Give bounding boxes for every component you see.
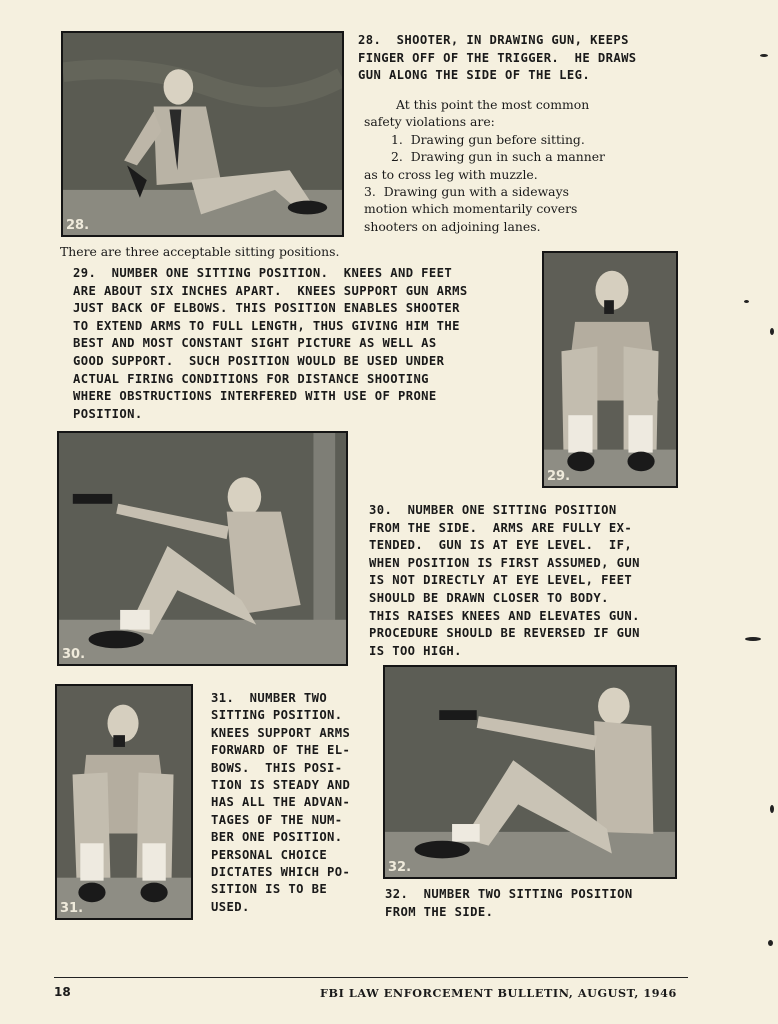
safety-violations-paragraph <box>364 96 605 235</box>
caption-28 <box>358 32 637 85</box>
caption-line: POSITION. <box>73 406 143 421</box>
caption-line: IS TOO HIGH. <box>369 643 462 658</box>
caption-line: TION IS STEADY AND <box>211 778 351 793</box>
caption-line: WHERE OBSTRUCTIONS INTERFERED WITH USE OF PRONE <box>73 389 437 404</box>
violations-line: 2. Drawing gun in such a manner <box>391 149 605 165</box>
caption-line: ARE ABOUT SIX INCHES APART. KNEES SUPPORT GUN ARMS <box>73 283 468 298</box>
caption-line: USED. <box>211 899 250 914</box>
caption-line: TO EXTEND ARMS TO FULL LENGTH, THUS GIVING HIM THE <box>73 318 460 333</box>
caption-line: KNEES SUPPORT ARMS <box>211 725 351 740</box>
violations-line: At this point the most common <box>396 97 590 112</box>
photo-31 <box>55 684 193 920</box>
caption-31 <box>211 690 350 916</box>
photo-label: 31. <box>60 901 84 916</box>
caption-30 <box>369 502 640 660</box>
caption-line: GOOD SUPPORT. SUCH POSITION WOULD BE USED UNDER <box>73 353 445 368</box>
caption-line: JUST BACK OF ELBOWS. THIS POSITION ENABLES SHOOTER <box>73 301 460 316</box>
photo-29 <box>542 251 678 488</box>
page-number: 18 <box>54 985 71 999</box>
footer-rule <box>54 977 688 978</box>
intro-sentence: There are three acceptable sitting positions. <box>60 244 340 259</box>
paper-speck <box>770 805 774 813</box>
photo-label: 30. <box>62 647 86 662</box>
caption-line: FROM THE SIDE. <box>385 904 494 919</box>
caption-line: DICTATES WHICH PO- <box>211 865 351 880</box>
caption-line: ACTUAL FIRING CONDITIONS FOR DISTANCE SHOOTING <box>73 371 429 386</box>
caption-29 <box>73 265 468 423</box>
caption-line: PROCEDURE SHOULD BE REVERSED IF GUN <box>369 626 640 641</box>
seated-shooter-side-view-icon <box>59 433 346 664</box>
photo-32 <box>383 665 677 879</box>
seated-shooter-drawing-gun-icon <box>63 33 342 235</box>
caption-line: BOWS. THIS POSI- <box>211 760 343 775</box>
violations-line: 1. Drawing gun before sitting. <box>391 131 585 147</box>
violations-line: shooters on adjoining lanes. <box>364 218 541 234</box>
photo-label: 32. <box>388 860 412 875</box>
paper-speck <box>770 328 774 335</box>
caption-line: THIS RAISES KNEES AND ELEVATES GUN. <box>369 608 640 623</box>
caption-line: TAGES OF THE NUM- <box>211 812 343 827</box>
violations-line: motion which momentarily covers <box>364 201 578 217</box>
violations-line: safety violations are: <box>364 114 495 130</box>
caption-line: TENDED. GUN IS AT EYE LEVEL. IF, <box>369 538 633 553</box>
paper-speck <box>768 940 773 946</box>
caption-line: WHEN POSITION IS FIRST ASSUMED, GUN <box>369 555 640 570</box>
paper-speck <box>745 637 761 641</box>
paper-speck <box>760 54 768 57</box>
seated-shooter-side-view-icon <box>385 667 675 877</box>
caption-line: SITTING POSITION. <box>211 708 343 723</box>
caption-line: FINGER OFF OF THE TRIGGER. HE DRAWS <box>358 50 637 65</box>
caption-line: SITION IS TO BE <box>211 882 328 897</box>
paper-speck <box>744 300 749 303</box>
photo-label: 29. <box>547 469 571 484</box>
caption-line: FORWARD OF THE EL- <box>211 743 351 758</box>
violations-line: 3. Drawing gun with a sideways <box>364 184 569 200</box>
caption-line: BEST AND MOST CONSTANT SIGHT PICTURE AS WELL AS <box>73 336 437 351</box>
caption-line: FROM THE SIDE. ARMS ARE FULLY EX- <box>369 520 633 535</box>
caption-line: GUN ALONG THE SIDE OF THE LEG. <box>358 68 591 83</box>
photo-label: 28. <box>66 218 90 233</box>
publication-footer: FBI LAW ENFORCEMENT BULLETIN, AUGUST, 1946 <box>320 986 677 1000</box>
caption-line: 32. NUMBER TWO SITTING POSITION <box>385 887 633 901</box>
seated-shooter-front-view-icon <box>57 686 191 918</box>
caption-line: 29. NUMBER ONE SITTING POSITION. KNEES AND FEET <box>73 266 453 280</box>
violations-line: as to cross leg with muzzle. <box>364 166 538 182</box>
photo-30 <box>57 431 348 666</box>
caption-line: IS NOT DIRECTLY AT EYE LEVEL, FEET <box>369 573 633 588</box>
photo-28 <box>61 31 344 237</box>
caption-line: BER ONE POSITION. <box>211 830 343 845</box>
seated-shooter-front-view-icon <box>544 253 676 486</box>
caption-line: HAS ALL THE ADVAN- <box>211 795 351 810</box>
caption-32 <box>385 886 633 921</box>
caption-line: PERSONAL CHOICE <box>211 847 328 862</box>
caption-line: SHOULD BE DRAWN CLOSER TO BODY. <box>369 590 609 605</box>
caption-line: 28. SHOOTER, IN DRAWING GUN, KEEPS <box>358 33 629 47</box>
caption-line: 30. NUMBER ONE SITTING POSITION <box>369 503 617 517</box>
caption-line: 31. NUMBER TWO <box>211 691 328 705</box>
